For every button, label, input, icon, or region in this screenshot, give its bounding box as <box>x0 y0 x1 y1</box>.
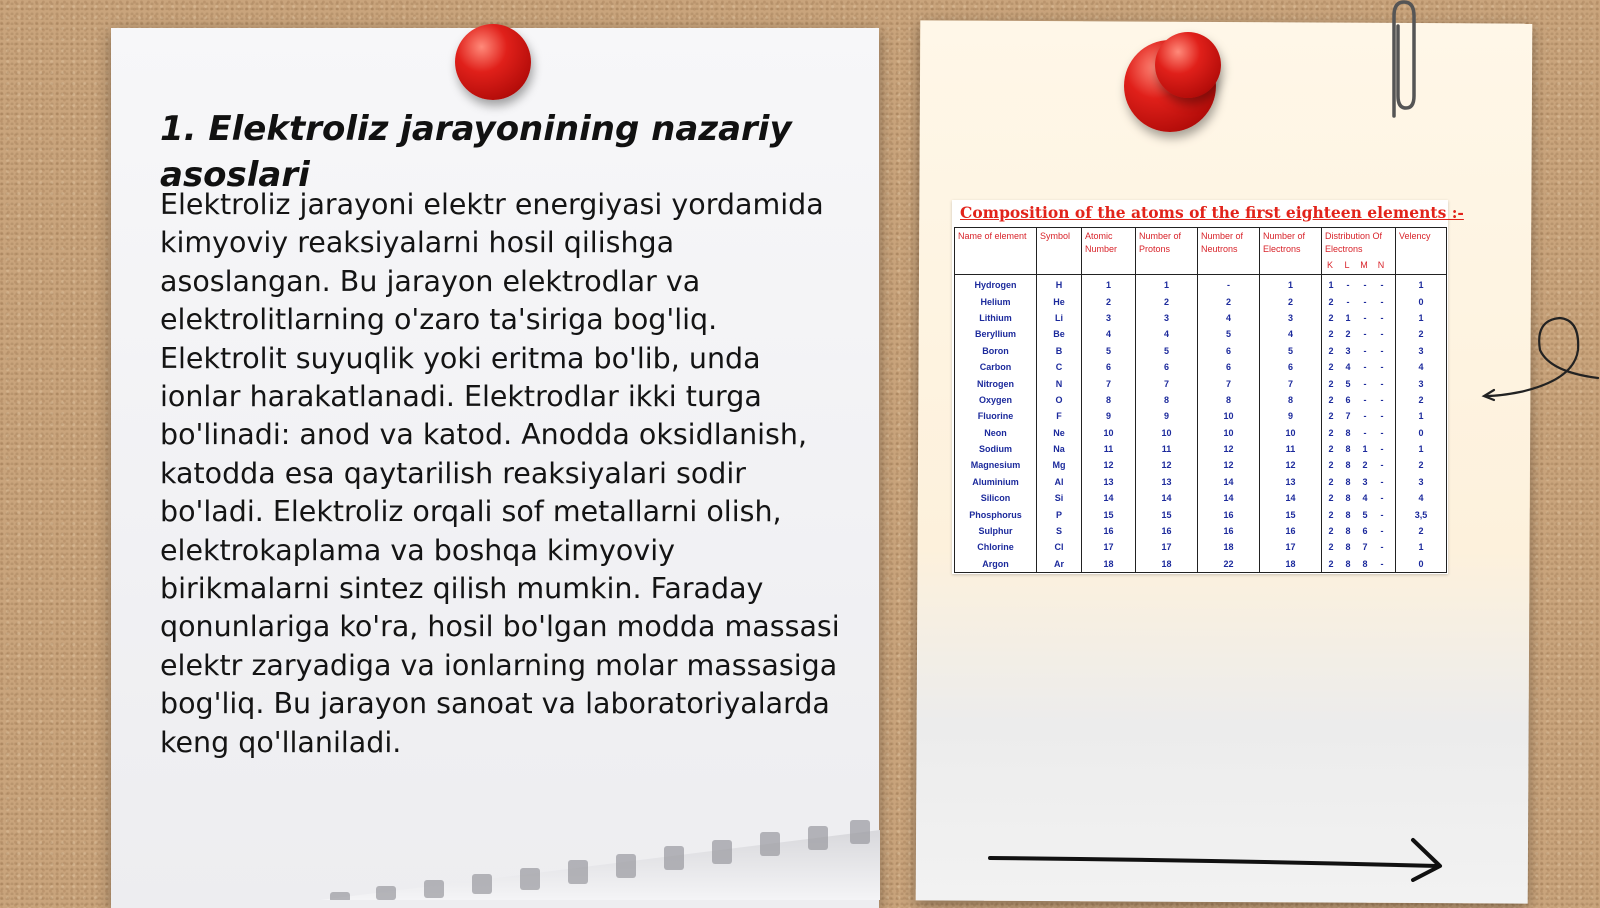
electrons-cell: 7 <box>1260 375 1322 391</box>
shell-label: N <box>1377 260 1385 270</box>
shell-value: 2 <box>1328 460 1334 471</box>
element-name-cell: Magnesium <box>955 457 1037 473</box>
valency-cell: 1 <box>1396 310 1447 326</box>
shell-value: 2 <box>1328 345 1334 356</box>
symbol-cell: O <box>1037 392 1082 408</box>
shell-value: - <box>1363 394 1367 405</box>
shell-value: - <box>1363 296 1367 307</box>
symbol-cell: S <box>1037 523 1082 539</box>
table-row <box>955 310 1447 326</box>
shell-value: - <box>1380 526 1384 537</box>
valency-cell: 4 <box>1396 490 1447 506</box>
push-pin-icon <box>1155 32 1221 98</box>
electrons-cell: 2 <box>1260 293 1322 309</box>
valency-cell: 1 <box>1396 441 1447 457</box>
shell-value: - <box>1363 345 1367 356</box>
curl-arrow-icon <box>1480 310 1600 410</box>
shell-value: - <box>1380 345 1384 356</box>
distribution-cell <box>1322 441 1396 457</box>
shell-value: 8 <box>1345 427 1351 438</box>
shell-label: M <box>1360 260 1368 270</box>
neutrons-cell: 14 <box>1198 490 1260 506</box>
protons-cell: 2 <box>1136 293 1198 309</box>
element-name-cell: Carbon <box>955 359 1037 375</box>
atomic-number-cell: 15 <box>1082 506 1136 522</box>
neutrons-cell: 6 <box>1198 343 1260 359</box>
table-row <box>955 556 1447 573</box>
valency-cell: 3,5 <box>1396 506 1447 522</box>
element-name-cell: Oxygen <box>955 392 1037 408</box>
symbol-cell: Ar <box>1037 556 1082 573</box>
atomic-number-cell: 14 <box>1082 490 1136 506</box>
element-name-cell: Nitrogen <box>955 375 1037 391</box>
shell-value: - <box>1380 312 1384 323</box>
valency-cell: 0 <box>1396 425 1447 441</box>
element-name-cell: Lithium <box>955 310 1037 326</box>
shell-value: 8 <box>1362 558 1368 569</box>
shell-value: - <box>1380 329 1384 340</box>
symbol-cell: Al <box>1037 474 1082 490</box>
shell-value: - <box>1380 296 1384 307</box>
shell-value: 2 <box>1328 296 1334 307</box>
electrons-cell: 10 <box>1260 425 1322 441</box>
shell-value: - <box>1363 312 1367 323</box>
shell-value: 7 <box>1345 411 1351 422</box>
table-row <box>955 490 1447 506</box>
symbol-cell: Cl <box>1037 539 1082 555</box>
element-name-cell: Aluminium <box>955 474 1037 490</box>
distribution-cell <box>1322 506 1396 522</box>
symbol-cell: H <box>1037 275 1082 294</box>
table-row <box>955 523 1447 539</box>
electrons-cell: 1 <box>1260 275 1322 294</box>
column-header: Number of Neutrons <box>1198 228 1260 275</box>
table-header-row <box>955 228 1447 275</box>
electrons-cell: 16 <box>1260 523 1322 539</box>
protons-cell: 9 <box>1136 408 1198 424</box>
table-row <box>955 392 1447 408</box>
atomic-number-cell: 17 <box>1082 539 1136 555</box>
paper-clip-icon <box>1380 0 1420 126</box>
shell-value: 8 <box>1345 542 1351 553</box>
atomic-number-cell: 16 <box>1082 523 1136 539</box>
element-name-cell: Hydrogen <box>955 275 1037 294</box>
shell-value: - <box>1363 280 1367 291</box>
column-header: Atomic Number <box>1082 228 1136 275</box>
element-name-cell: Chlorine <box>955 539 1037 555</box>
shell-value: - <box>1363 329 1367 340</box>
shell-value: 2 <box>1328 394 1334 405</box>
shell-value: 2 <box>1328 542 1334 553</box>
neutrons-cell: 12 <box>1198 457 1260 473</box>
shell-value: 8 <box>1345 558 1351 569</box>
protons-cell: 8 <box>1136 392 1198 408</box>
table-row <box>955 506 1447 522</box>
column-header: Velency <box>1396 228 1447 275</box>
atomic-number-cell: 11 <box>1082 441 1136 457</box>
shell-value: 4 <box>1362 493 1368 504</box>
distribution-cell <box>1322 343 1396 359</box>
table-row <box>955 539 1447 555</box>
distribution-cell <box>1322 490 1396 506</box>
shell-value: - <box>1380 460 1384 471</box>
protons-cell: 12 <box>1136 457 1198 473</box>
shell-value: - <box>1363 362 1367 373</box>
shell-value: - <box>1380 493 1384 504</box>
electrons-cell: 14 <box>1260 490 1322 506</box>
protons-cell: 1 <box>1136 275 1198 294</box>
shell-value: - <box>1346 296 1350 307</box>
column-header-distribution <box>1322 228 1396 275</box>
protons-cell: 3 <box>1136 310 1198 326</box>
shell-value: - <box>1380 444 1384 455</box>
protons-cell: 7 <box>1136 375 1198 391</box>
electrons-cell: 12 <box>1260 457 1322 473</box>
symbol-cell: Li <box>1037 310 1082 326</box>
distribution-cell <box>1322 425 1396 441</box>
electrons-cell: 8 <box>1260 392 1322 408</box>
distribution-cell <box>1322 457 1396 473</box>
neutrons-cell: 10 <box>1198 408 1260 424</box>
electrons-cell: 9 <box>1260 408 1322 424</box>
shell-value: 3 <box>1345 345 1351 356</box>
electrons-cell: 18 <box>1260 556 1322 573</box>
electrons-cell: 4 <box>1260 326 1322 342</box>
symbol-cell: C <box>1037 359 1082 375</box>
protons-cell: 18 <box>1136 556 1198 573</box>
torn-paper-edge <box>320 800 880 900</box>
protons-cell: 10 <box>1136 425 1198 441</box>
table-row <box>955 326 1447 342</box>
distribution-cell <box>1322 539 1396 555</box>
valency-cell: 0 <box>1396 556 1447 573</box>
element-name-cell: Fluorine <box>955 408 1037 424</box>
shell-value: 8 <box>1345 526 1351 537</box>
symbol-cell: He <box>1037 293 1082 309</box>
push-pin-icon <box>455 24 531 100</box>
atomic-number-cell: 2 <box>1082 293 1136 309</box>
element-name-cell: Helium <box>955 293 1037 309</box>
protons-cell: 14 <box>1136 490 1198 506</box>
distribution-cell <box>1322 275 1396 294</box>
atomic-number-cell: 10 <box>1082 425 1136 441</box>
table-row <box>955 375 1447 391</box>
arrow-right-icon <box>988 832 1448 882</box>
protons-cell: 4 <box>1136 326 1198 342</box>
valency-cell: 0 <box>1396 293 1447 309</box>
distribution-cell <box>1322 359 1396 375</box>
table-row <box>955 359 1447 375</box>
shell-value: 2 <box>1328 526 1334 537</box>
neutrons-cell: 4 <box>1198 310 1260 326</box>
shell-value: 2 <box>1345 329 1351 340</box>
symbol-cell: F <box>1037 408 1082 424</box>
atomic-number-cell: 4 <box>1082 326 1136 342</box>
shell-value: 2 <box>1328 378 1334 389</box>
valency-cell: 2 <box>1396 457 1447 473</box>
electrons-cell: 11 <box>1260 441 1322 457</box>
protons-cell: 17 <box>1136 539 1198 555</box>
shell-value: - <box>1380 378 1384 389</box>
shell-value: 1 <box>1328 280 1334 291</box>
shell-value: - <box>1380 280 1384 291</box>
distribution-cell <box>1322 293 1396 309</box>
column-header: Number of Protons <box>1136 228 1198 275</box>
slide-body-text: Elektroliz jarayoni elektr energiyasi yordamida kimyoviy reaksiyalarni hosil qilishga asoslangan. Bu jarayon elektrodlar va elektrolitlarning o'zaro ta'siriga bog'liq. Elektrolit suyuqlik yoki eritma bo'lib, unda ionlar harakatlanadi. Elektrodlar ikki turga bo'linadi: anod va katod. Anodda oksidlanish, katodda esa qaytarilish reaksiyalari sodir bo'ladi. Elektroliz orqali sof metallarni olish, elektrokaplama va boshqa kimyoviy birikmalarni sintez qilish mumkin. Faraday qonunlariga ko'ra, hosil bo'lgan modda massasi elektr zaryadiga va ionlarning molar massasiga bog'liq. Bu jarayon sanoat va laboratoriyalarda keng qo'llaniladi. <box>160 188 840 759</box>
shell-value: 2 <box>1328 362 1334 373</box>
neutrons-cell: 5 <box>1198 326 1260 342</box>
shell-value: 8 <box>1345 476 1351 487</box>
valency-cell: 3 <box>1396 474 1447 490</box>
atomic-number-cell: 13 <box>1082 474 1136 490</box>
electrons-cell: 5 <box>1260 343 1322 359</box>
column-header: Symbol <box>1037 228 1082 275</box>
table-row <box>955 293 1447 309</box>
shell-value: 5 <box>1345 378 1351 389</box>
distribution-cell <box>1322 310 1396 326</box>
distribution-cell <box>1322 392 1396 408</box>
shell-value: 3 <box>1362 476 1368 487</box>
shell-value: 2 <box>1328 509 1334 520</box>
elements-table <box>954 227 1447 573</box>
shell-value: 8 <box>1345 460 1351 471</box>
shell-value: - <box>1363 378 1367 389</box>
element-name-cell: Boron <box>955 343 1037 359</box>
table-row <box>955 425 1447 441</box>
valency-cell: 3 <box>1396 375 1447 391</box>
shell-value: 2 <box>1328 329 1334 340</box>
shell-value: 2 <box>1328 558 1334 569</box>
shell-value: 2 <box>1362 460 1368 471</box>
protons-cell: 13 <box>1136 474 1198 490</box>
distribution-cell <box>1322 326 1396 342</box>
shell-value: - <box>1380 394 1384 405</box>
electrons-cell: 15 <box>1260 506 1322 522</box>
table-body <box>955 275 1447 573</box>
valency-cell: 1 <box>1396 275 1447 294</box>
distribution-header-label: Distribution Of Electrons <box>1325 231 1383 254</box>
valency-cell: 2 <box>1396 326 1447 342</box>
element-name-cell: Argon <box>955 556 1037 573</box>
table-row <box>955 343 1447 359</box>
symbol-cell: Be <box>1037 326 1082 342</box>
atomic-number-cell: 5 <box>1082 343 1136 359</box>
neutrons-cell: 7 <box>1198 375 1260 391</box>
shell-value: - <box>1380 476 1384 487</box>
distribution-cell <box>1322 375 1396 391</box>
table-title: Composition of the atoms of the first eighteen elements :- <box>960 203 1464 222</box>
shell-value: 1 <box>1362 444 1368 455</box>
shell-value: - <box>1363 427 1367 438</box>
table-row <box>955 457 1447 473</box>
column-header: Name of element <box>955 228 1037 275</box>
shell-value: 2 <box>1328 411 1334 422</box>
protons-cell: 5 <box>1136 343 1198 359</box>
symbol-cell: B <box>1037 343 1082 359</box>
protons-cell: 11 <box>1136 441 1198 457</box>
neutrons-cell: 10 <box>1198 425 1260 441</box>
neutrons-cell: 16 <box>1198 523 1260 539</box>
neutrons-cell: 8 <box>1198 392 1260 408</box>
element-name-cell: Phosphorus <box>955 506 1037 522</box>
symbol-cell: Si <box>1037 490 1082 506</box>
shell-value: 7 <box>1362 542 1368 553</box>
electrons-cell: 13 <box>1260 474 1322 490</box>
distribution-cell <box>1322 523 1396 539</box>
shell-value: - <box>1380 558 1384 569</box>
shell-value: 8 <box>1345 509 1351 520</box>
atomic-number-cell: 6 <box>1082 359 1136 375</box>
shell-value: 2 <box>1328 476 1334 487</box>
atomic-number-cell: 18 <box>1082 556 1136 573</box>
element-name-cell: Sulphur <box>955 523 1037 539</box>
shell-label: L <box>1344 260 1350 270</box>
neutrons-cell: 18 <box>1198 539 1260 555</box>
shell-value: - <box>1380 509 1384 520</box>
symbol-cell: Ne <box>1037 425 1082 441</box>
shell-value: 2 <box>1328 427 1334 438</box>
distribution-cell <box>1322 556 1396 573</box>
valency-cell: 4 <box>1396 359 1447 375</box>
shell-value: - <box>1380 427 1384 438</box>
shell-value: 8 <box>1345 444 1351 455</box>
protons-cell: 15 <box>1136 506 1198 522</box>
atomic-number-cell: 9 <box>1082 408 1136 424</box>
neutrons-cell: 2 <box>1198 293 1260 309</box>
symbol-cell: P <box>1037 506 1082 522</box>
distribution-cell <box>1322 474 1396 490</box>
valency-cell: 1 <box>1396 539 1447 555</box>
table-row <box>955 441 1447 457</box>
neutrons-cell: 12 <box>1198 441 1260 457</box>
valency-cell: 2 <box>1396 392 1447 408</box>
neutrons-cell: 14 <box>1198 474 1260 490</box>
slide-heading: 1. Elektroliz jarayonining nazariy asoslari <box>160 109 792 195</box>
atomic-number-cell: 12 <box>1082 457 1136 473</box>
neutrons-cell: 22 <box>1198 556 1260 573</box>
neutrons-cell: - <box>1198 275 1260 294</box>
symbol-cell: Na <box>1037 441 1082 457</box>
shell-value: - <box>1363 411 1367 422</box>
valency-cell: 1 <box>1396 408 1447 424</box>
shell-value: 6 <box>1345 394 1351 405</box>
shell-value: 1 <box>1345 312 1351 323</box>
element-name-cell: Sodium <box>955 441 1037 457</box>
shell-value: 5 <box>1362 509 1368 520</box>
shell-labels <box>1325 259 1392 272</box>
valency-cell: 3 <box>1396 343 1447 359</box>
electrons-cell: 17 <box>1260 539 1322 555</box>
shell-value: 2 <box>1328 312 1334 323</box>
neutrons-cell: 6 <box>1198 359 1260 375</box>
shell-value: 4 <box>1345 362 1351 373</box>
electrons-cell: 3 <box>1260 310 1322 326</box>
shell-value: - <box>1346 280 1350 291</box>
protons-cell: 6 <box>1136 359 1198 375</box>
shell-value: - <box>1380 362 1384 373</box>
shell-value: 6 <box>1362 526 1368 537</box>
atomic-number-cell: 7 <box>1082 375 1136 391</box>
symbol-cell: N <box>1037 375 1082 391</box>
shell-value: 2 <box>1328 444 1334 455</box>
valency-cell: 2 <box>1396 523 1447 539</box>
neutrons-cell: 16 <box>1198 506 1260 522</box>
protons-cell: 16 <box>1136 523 1198 539</box>
table-row <box>955 474 1447 490</box>
shell-value: - <box>1380 411 1384 422</box>
shell-value: 8 <box>1345 493 1351 504</box>
distribution-cell <box>1322 408 1396 424</box>
element-name-cell: Silicon <box>955 490 1037 506</box>
element-name-cell: Beryllium <box>955 326 1037 342</box>
atomic-number-cell: 8 <box>1082 392 1136 408</box>
symbol-cell: Mg <box>1037 457 1082 473</box>
atomic-number-cell: 1 <box>1082 275 1136 294</box>
element-name-cell: Neon <box>955 425 1037 441</box>
shell-value: - <box>1380 542 1384 553</box>
electrons-cell: 6 <box>1260 359 1322 375</box>
shell-value: 2 <box>1328 493 1334 504</box>
atomic-number-cell: 3 <box>1082 310 1136 326</box>
table-row <box>955 408 1447 424</box>
column-header: Number of Electrons <box>1260 228 1322 275</box>
table-row <box>955 275 1447 294</box>
shell-label: K <box>1326 260 1333 270</box>
